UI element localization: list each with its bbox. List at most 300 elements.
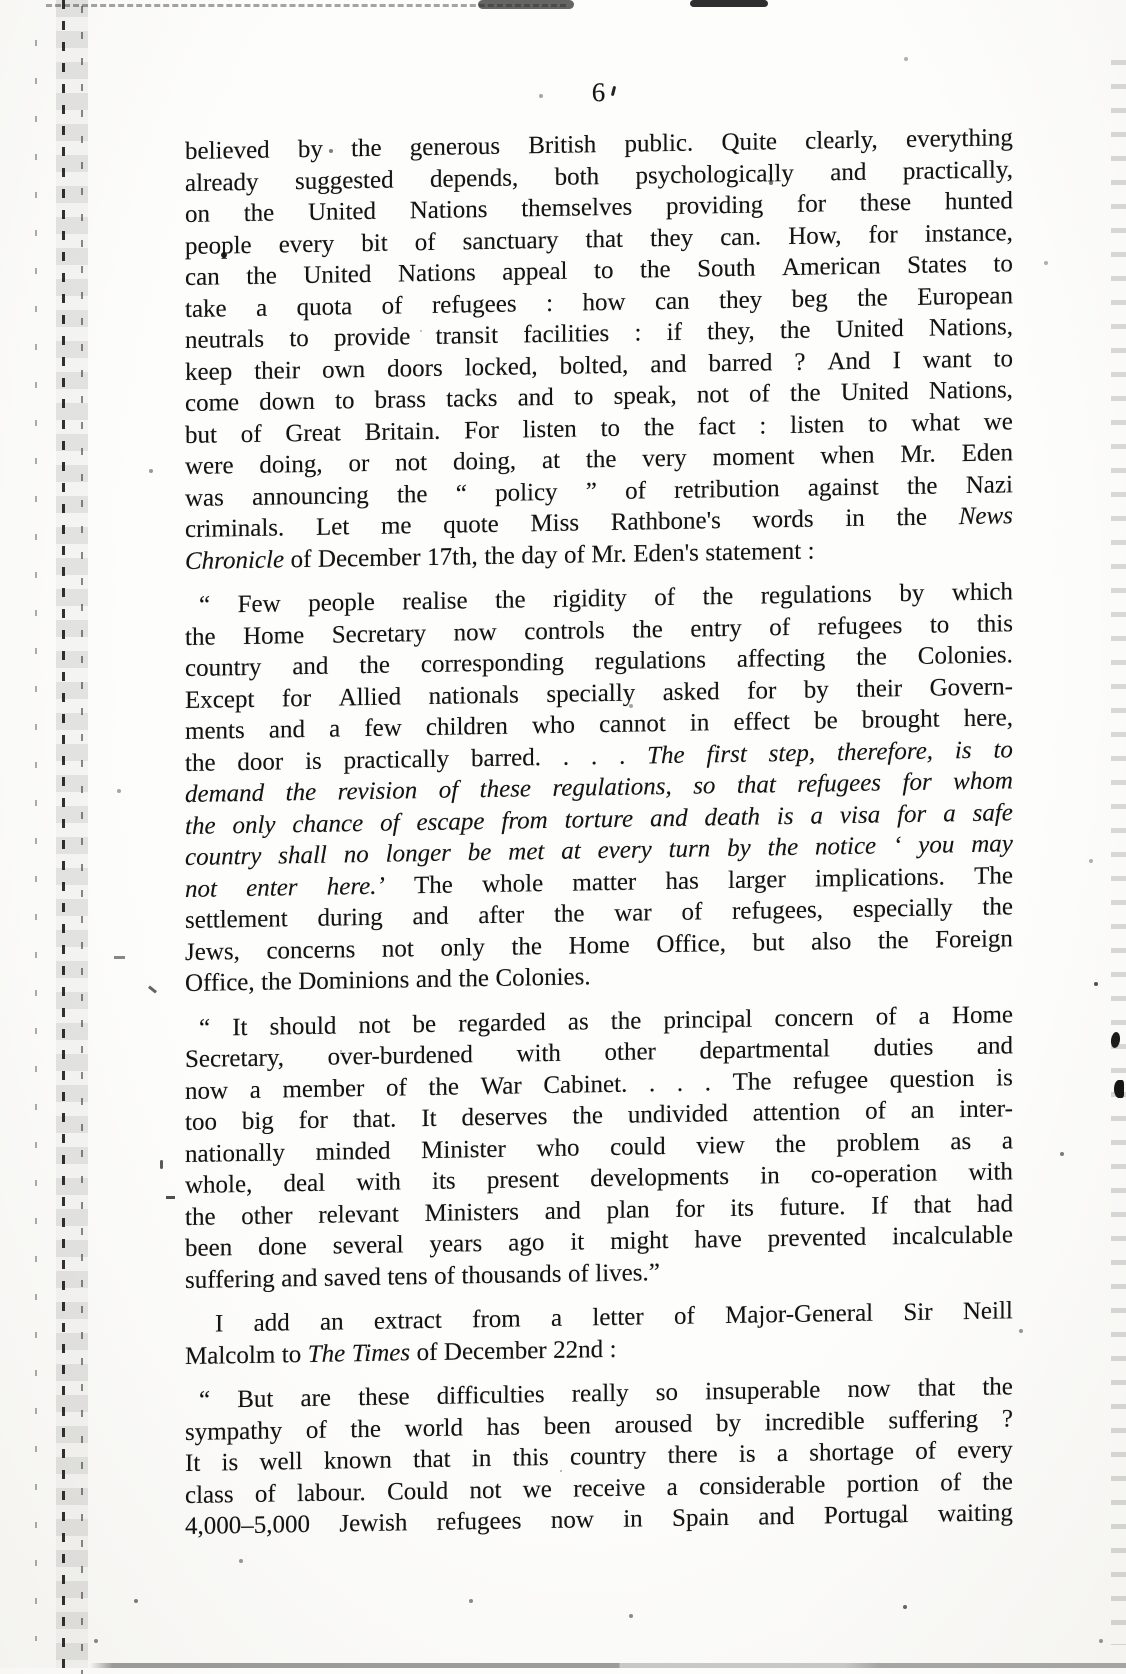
word: to	[335, 387, 355, 415]
word: longer	[385, 839, 451, 868]
word: United	[835, 315, 904, 344]
word: the	[906, 472, 938, 500]
word: known	[323, 1446, 392, 1475]
word: of	[290, 545, 312, 573]
word: War	[480, 1071, 522, 1100]
word: “	[455, 479, 467, 508]
word: of	[416, 1338, 438, 1366]
word: the	[779, 316, 811, 345]
word: Home	[243, 621, 305, 650]
word: the	[702, 582, 734, 611]
word: the	[610, 1006, 642, 1035]
word: letter	[592, 1303, 644, 1332]
word: :	[807, 537, 815, 565]
word: for	[868, 220, 898, 249]
word: the	[896, 503, 927, 532]
word: waiting	[937, 1499, 1013, 1528]
word: Jews,	[185, 937, 240, 966]
word: may	[971, 830, 1013, 858]
word: for	[796, 190, 827, 218]
binding-line-outer	[35, 40, 37, 1641]
word: the	[185, 622, 216, 651]
word: specially	[546, 679, 636, 708]
word: they,	[707, 317, 755, 346]
word: public.	[624, 129, 694, 158]
word: a	[943, 799, 956, 827]
word: be	[412, 1010, 437, 1038]
word: too	[185, 1108, 217, 1136]
word: Let	[315, 513, 350, 541]
word: keep	[185, 357, 233, 386]
word: suffering	[185, 1265, 275, 1294]
word: Ministers	[424, 1197, 520, 1227]
word: own	[322, 355, 366, 384]
word: December	[443, 1336, 547, 1366]
word: of	[563, 540, 585, 569]
word: notice	[815, 832, 877, 861]
word: country	[185, 653, 262, 682]
word: regulations	[760, 580, 872, 610]
word: Nations,	[928, 376, 1013, 405]
word: these	[859, 188, 912, 217]
word: portion	[846, 1469, 919, 1498]
word: whole	[482, 869, 544, 898]
word: other	[241, 1201, 293, 1230]
word: only	[232, 810, 276, 839]
word: member	[282, 1074, 365, 1103]
word: speak,	[613, 381, 677, 410]
scan-artifact	[1094, 982, 1098, 986]
word: me	[380, 512, 412, 540]
word: a	[256, 294, 268, 322]
word: December	[317, 543, 421, 573]
word: the	[359, 651, 390, 680]
word: doing,	[259, 450, 323, 479]
word: How,	[788, 221, 842, 250]
word: want	[922, 345, 972, 374]
word: prevented	[767, 1223, 867, 1253]
word: of	[865, 1097, 886, 1125]
word: The	[307, 1339, 346, 1368]
word: the	[643, 413, 675, 441]
word: doing,	[452, 447, 517, 476]
word: the	[484, 542, 515, 570]
word: at	[541, 446, 561, 475]
word: statement	[705, 537, 802, 566]
word: the	[396, 480, 428, 508]
word: of	[240, 420, 262, 448]
word: to	[929, 610, 950, 639]
word: undivided	[627, 1099, 728, 1129]
word: is	[996, 1063, 1013, 1092]
word: :	[609, 1335, 617, 1363]
word: at	[561, 837, 581, 865]
word: already	[185, 168, 259, 197]
word: refugees,	[732, 896, 823, 925]
word: bit	[361, 229, 388, 257]
word: that	[585, 225, 624, 253]
word: Dominions	[298, 966, 410, 996]
binding-shade	[56, 0, 88, 1668]
word: have	[694, 1225, 742, 1254]
word: settlement	[185, 905, 288, 934]
paragraph	[185, 578, 1013, 1001]
word: regulations,	[552, 772, 672, 802]
word: If	[871, 1191, 888, 1220]
word: ?	[794, 348, 806, 376]
word: thousands	[461, 1260, 562, 1289]
word: here.’	[326, 872, 385, 901]
word: saved	[323, 1263, 381, 1292]
word: not	[185, 874, 217, 903]
word: concern	[774, 1003, 854, 1032]
word: brass	[374, 386, 427, 414]
word: its	[730, 1194, 754, 1222]
word: the	[640, 255, 671, 284]
word: several	[332, 1231, 404, 1260]
word: of	[749, 380, 770, 408]
word: in	[623, 1505, 643, 1533]
word: Minister	[421, 1135, 506, 1164]
word: :	[546, 289, 554, 317]
word: duties	[873, 1033, 934, 1062]
word: Home	[951, 1000, 1013, 1029]
word: shall	[278, 841, 327, 870]
word: were	[185, 452, 234, 480]
word: if	[666, 318, 682, 347]
word: depends,	[430, 163, 519, 193]
word: that	[917, 1374, 956, 1402]
word: over-burdened	[327, 1041, 473, 1071]
binding-line	[62, 0, 65, 1668]
word: policy	[495, 478, 558, 507]
word: deserves	[461, 1102, 548, 1132]
word: 22nd	[553, 1335, 604, 1364]
word: should	[269, 1011, 337, 1041]
word: for	[675, 1194, 705, 1223]
word: of	[386, 1073, 407, 1102]
word: But	[237, 1385, 274, 1414]
word: Portugal	[823, 1501, 909, 1530]
word: provide	[333, 323, 411, 352]
word: been	[543, 1411, 591, 1440]
word: a	[551, 1304, 563, 1332]
word: has	[486, 1412, 520, 1441]
word: an	[319, 1308, 344, 1336]
paragraph	[185, 1001, 1013, 1298]
word: now	[185, 1076, 229, 1105]
word: criminals.	[185, 514, 285, 543]
word: attention	[752, 1098, 841, 1127]
word: Few	[237, 590, 281, 619]
word: receive	[573, 1473, 646, 1503]
word: the	[428, 1072, 460, 1101]
word: few	[364, 714, 402, 743]
word: is	[738, 1440, 756, 1468]
word: shortage	[809, 1438, 894, 1467]
word: and	[517, 383, 554, 412]
word: not	[358, 1011, 391, 1039]
word: and	[292, 652, 329, 681]
word: Spain	[672, 1503, 729, 1532]
word: Malcolm	[185, 1341, 276, 1370]
word: labour.	[297, 1478, 366, 1507]
word: chance	[292, 809, 364, 838]
word: European	[917, 281, 1013, 311]
word: doors	[387, 354, 443, 383]
word: there	[667, 1441, 718, 1469]
word: inter-	[959, 1095, 1013, 1124]
word: now	[847, 1375, 891, 1404]
word: Miss	[530, 509, 580, 538]
word: Mr.	[900, 440, 936, 469]
word: barred	[708, 348, 773, 377]
word: be	[467, 838, 492, 867]
word: might	[610, 1226, 669, 1255]
word: ?	[1001, 1404, 1013, 1432]
word: also	[811, 927, 852, 956]
word: clearly,	[805, 126, 878, 155]
word: It	[185, 1449, 201, 1477]
word: and	[544, 1196, 581, 1225]
word: larger	[728, 865, 786, 894]
word: “	[199, 591, 211, 619]
word: .	[704, 1068, 712, 1096]
word: of	[769, 613, 791, 641]
word: I	[215, 1310, 224, 1338]
word: fact	[698, 412, 736, 440]
word: nationally	[185, 1138, 285, 1168]
word: of	[875, 1002, 897, 1031]
paragraph	[185, 124, 1013, 579]
word: to	[289, 324, 309, 353]
word: door	[237, 747, 284, 776]
word: News	[958, 502, 1013, 531]
word: the	[982, 893, 1013, 921]
word: the	[553, 900, 585, 928]
word: believed	[185, 136, 270, 165]
word: barred.	[470, 743, 542, 772]
word: of	[681, 898, 703, 926]
word: Rathbone's	[610, 507, 721, 536]
word: been	[185, 1234, 233, 1262]
word: Office,	[656, 929, 726, 958]
word: of	[381, 291, 403, 320]
word: United	[303, 260, 372, 290]
word: affecting	[736, 644, 826, 673]
word: appeal	[502, 257, 568, 286]
word: the	[185, 811, 216, 840]
word: so	[693, 772, 716, 800]
word: present	[486, 1165, 560, 1194]
word: It	[232, 1013, 248, 1041]
word: of	[567, 1259, 589, 1288]
word: suggested	[295, 166, 394, 195]
word: first	[706, 740, 747, 768]
word: Mr.	[591, 540, 627, 568]
word: add	[253, 1309, 290, 1337]
word: sanctuary	[462, 226, 559, 255]
word: escape	[416, 807, 485, 836]
word: a	[918, 1002, 930, 1030]
word: country	[570, 1442, 647, 1471]
word: done	[258, 1232, 307, 1261]
word: to	[993, 250, 1013, 278]
word: announcing	[252, 481, 369, 511]
word: “	[199, 1014, 211, 1042]
word: of	[254, 1479, 276, 1508]
word: Office,	[185, 968, 255, 997]
word: Nazi	[965, 470, 1013, 499]
word: years	[429, 1230, 483, 1258]
word: words	[752, 505, 814, 534]
word: are	[300, 1384, 332, 1413]
word: Nations	[397, 259, 476, 288]
word: a	[249, 1076, 261, 1104]
word: facilities	[523, 319, 610, 349]
word: neutrals	[185, 325, 265, 354]
word: beg	[791, 284, 828, 313]
top-edge-smudge	[478, 0, 574, 9]
word: demand	[185, 779, 265, 808]
word: States	[907, 251, 967, 280]
word: can.	[720, 222, 762, 251]
word: the	[775, 1130, 806, 1158]
word: turn	[668, 835, 711, 863]
word: here,	[963, 704, 1013, 733]
page-number: 6	[591, 77, 607, 108]
word: is	[954, 736, 972, 764]
word: quota	[296, 292, 353, 321]
word: the	[878, 926, 909, 955]
word: Except	[185, 685, 255, 714]
word: to	[868, 409, 888, 438]
word: both	[554, 162, 600, 191]
word: enter	[246, 873, 298, 902]
word: death	[704, 802, 761, 831]
word: Nations,	[928, 313, 1013, 342]
word: Major-General	[725, 1299, 874, 1330]
word: people	[308, 588, 375, 617]
word: quote	[443, 510, 499, 539]
word: and	[415, 965, 452, 994]
word: with	[968, 1158, 1013, 1187]
word: tacks	[446, 384, 498, 413]
word: but	[185, 420, 217, 449]
word: co-operation	[810, 1159, 938, 1189]
word: listen	[790, 410, 845, 439]
word: future.	[779, 1192, 846, 1221]
text-content	[185, 124, 1013, 1544]
word: of	[414, 228, 436, 256]
word: day	[521, 541, 558, 569]
word: Secretary,	[185, 1044, 285, 1073]
word: the	[632, 615, 663, 644]
scan-artifact	[166, 1196, 175, 1199]
word: well	[259, 1448, 303, 1476]
word: whole,	[185, 1170, 253, 1199]
word: only	[440, 933, 485, 962]
word: the	[246, 262, 277, 290]
word: Quite	[721, 128, 777, 157]
word: minded	[315, 1137, 391, 1166]
word: their	[254, 356, 301, 385]
word: Colonies.	[917, 641, 1013, 670]
word: very	[642, 444, 687, 473]
word: this	[512, 1443, 549, 1472]
word: United	[840, 377, 909, 407]
word: in	[760, 1162, 780, 1190]
word: against	[807, 472, 879, 502]
word: Foreign	[935, 924, 1013, 954]
word: now	[550, 1506, 594, 1534]
word: effect	[733, 707, 790, 736]
word: by	[899, 579, 925, 608]
word: insuperable	[705, 1376, 821, 1406]
word: class	[185, 1480, 234, 1509]
word: .	[590, 742, 598, 770]
word: big	[241, 1107, 274, 1136]
word: whom	[953, 767, 1013, 796]
word: the	[767, 833, 799, 862]
word: a	[329, 715, 341, 743]
word: after	[478, 901, 525, 930]
word: visa	[839, 800, 881, 829]
word: of	[438, 776, 459, 804]
word: that	[413, 1445, 451, 1474]
word: providing	[665, 191, 764, 221]
word: 4,000–5,000	[185, 1510, 310, 1540]
word: generous	[409, 132, 501, 162]
word: they	[719, 285, 763, 314]
word: for	[298, 1106, 328, 1135]
word: we	[522, 1475, 552, 1503]
word: instance,	[924, 218, 1013, 248]
word: locked,	[464, 352, 538, 381]
word: is	[776, 802, 794, 830]
word: can	[185, 263, 220, 291]
word: these	[479, 775, 532, 804]
word: in	[471, 1444, 492, 1473]
word: relevant	[318, 1199, 399, 1229]
word: children	[425, 712, 508, 742]
word: It	[421, 1104, 437, 1133]
word: so	[655, 1378, 678, 1407]
word: by	[727, 834, 751, 863]
word: The	[974, 861, 1013, 890]
word: of	[940, 1468, 962, 1496]
word: who	[536, 1133, 580, 1162]
word: I	[892, 346, 901, 374]
word: Britain.	[364, 417, 441, 446]
word: deal	[283, 1169, 326, 1198]
word: the	[285, 778, 317, 807]
word: to	[993, 735, 1013, 764]
word: as	[950, 1127, 972, 1155]
scan-artifact	[148, 986, 157, 994]
word: .	[648, 1069, 656, 1097]
word: the	[495, 586, 526, 614]
word: which	[951, 578, 1013, 607]
scan-artifact	[160, 1160, 163, 1169]
word: British	[528, 131, 597, 160]
word: country	[185, 842, 262, 871]
word: 17th,	[427, 542, 478, 571]
word: really	[571, 1379, 629, 1408]
word: principal	[663, 1005, 753, 1034]
word: of	[434, 1262, 455, 1290]
word: and	[830, 158, 867, 186]
